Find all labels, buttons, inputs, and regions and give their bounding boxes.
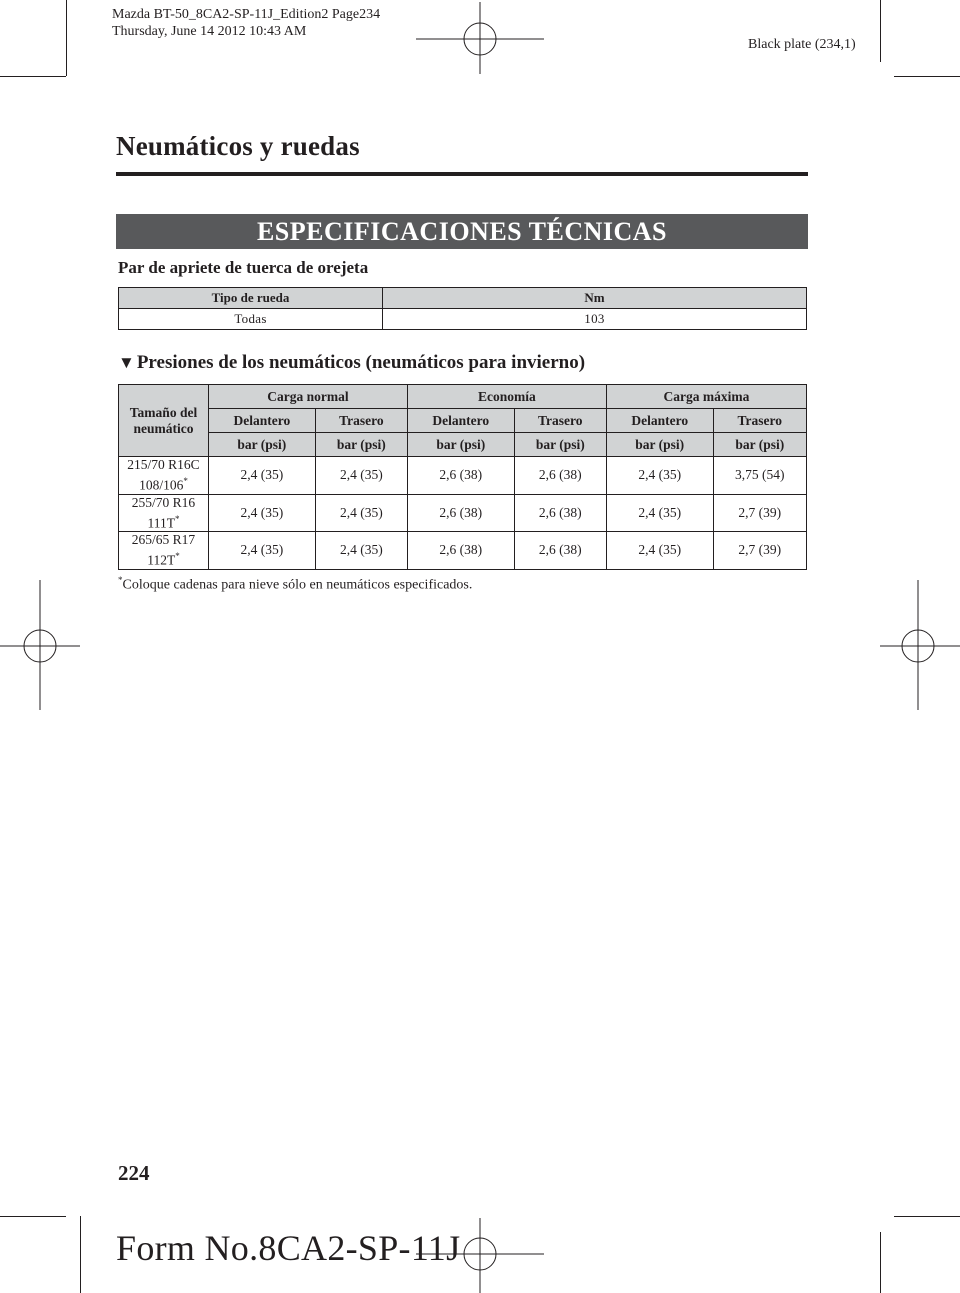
pressure-cell: 2,7 (39) [713,532,806,570]
table-header-row [119,433,807,457]
form-number: Form No.8CA2-SP-11J [116,1228,461,1268]
unit-header: bar (psi) [209,433,316,457]
print-header-date: Thursday, June 14 2012 10:43 AM [112,24,307,39]
table-cell: 103 [383,309,807,330]
footnote-mark: * [175,551,180,561]
lug-nut-table [118,287,807,330]
group-header: Economía [407,385,606,409]
pressure-cell: 2,6 (38) [407,532,514,570]
position-header: Delantero [606,409,713,433]
registration-mark-right [880,580,960,710]
print-header [112,6,380,40]
pressure-cell: 2,6 (38) [407,494,514,532]
plate-label: Black plate (234,1) [748,37,856,52]
registration-mark-top [416,2,544,74]
crop-mark [880,0,881,62]
position-header: Delantero [407,409,514,433]
tire-size-cell [119,457,209,495]
footnote-mark: * [118,575,123,585]
pressure-cell: 2,4 (35) [315,494,407,532]
tire-size-header: Tamaño del neumático [119,385,209,457]
pressure-cell: 2,6 (38) [514,532,606,570]
unit-header: bar (psi) [606,433,713,457]
table-cell: Todas [119,309,383,330]
lug-nut-heading: Par de apriete de tuerca de orejeta [118,258,369,277]
unit-header: bar (psi) [713,433,806,457]
table-row [119,309,807,330]
tire-size: 265/65 R17 [131,532,196,547]
tire-size-cell [119,532,209,570]
pressure-cell: 2,7 (39) [713,494,806,532]
table-row [119,532,807,570]
position-header: Trasero [514,409,606,433]
crop-mark [80,1216,81,1293]
footnote-mark: * [183,476,188,486]
pressure-cell: 2,4 (35) [315,532,407,570]
triangle-marker-icon: ▼ [118,353,135,372]
pressure-cell: 2,4 (35) [315,457,407,495]
pressure-table [118,384,807,570]
position-header: Delantero [209,409,316,433]
footnote-mark: * [175,513,180,524]
footnote-text: Coloque cadenas para nieve sólo en neumáticos especificados. [122,577,473,593]
pressure-cell: 2,4 (35) [606,532,713,570]
pressure-heading-text: Presiones de los neumáticos (neumáticos para invierno) [136,352,586,373]
registration-mark-left [0,580,80,710]
column-header: Tipo de rueda [119,288,383,309]
chapter-rule [116,172,808,176]
unit-header: bar (psi) [407,433,514,457]
column-header: Nm [383,288,807,309]
pressure-cell: 2,4 (35) [209,457,316,495]
tire-size: 215/70 R16C [127,457,200,472]
pressure-heading [118,352,585,374]
unit-header: bar (psi) [514,433,606,457]
group-header: Carga máxima [606,385,806,409]
table-header-row [119,385,807,409]
crop-mark [0,1216,66,1217]
crop-mark [880,1232,881,1293]
pressure-cell: 2,4 (35) [606,457,713,495]
pressure-cell: 3,75 (54) [713,457,806,495]
load-index: 108/106 [139,477,184,493]
pressure-cell: 2,6 (38) [514,457,606,495]
crop-mark [894,76,960,77]
pressure-cell: 2,6 (38) [407,457,514,495]
crop-mark [0,76,66,77]
pressure-cell: 2,4 (35) [209,532,316,570]
table-header-row [119,409,807,433]
unit-header: bar (psi) [315,433,407,457]
load-index: 111T [147,515,175,530]
pressure-cell: 2,6 (38) [514,494,606,532]
load-index: 112T [147,552,176,568]
group-header: Carga normal [209,385,408,409]
crop-mark [66,0,67,76]
table-row [119,457,807,495]
section-banner: ESPECIFICACIONES TÉCNICAS [116,214,808,249]
table-row [119,494,807,532]
pressure-cell: 2,4 (35) [209,494,316,532]
tire-size-cell [119,494,209,532]
print-header-file: Mazda BT-50_8CA2-SP-11J_Edition2 Page234 [112,7,381,22]
tire-size: 255/70 R16 [131,494,196,510]
crop-mark [894,1216,960,1217]
footnote [118,575,472,594]
table-header-row [119,288,807,309]
position-header: Trasero [713,409,806,433]
position-header: Trasero [315,409,407,433]
pressure-cell: 2,4 (35) [606,494,713,532]
chapter-title: Neumáticos y ruedas [116,131,360,161]
page-number: 224 [118,1161,150,1185]
